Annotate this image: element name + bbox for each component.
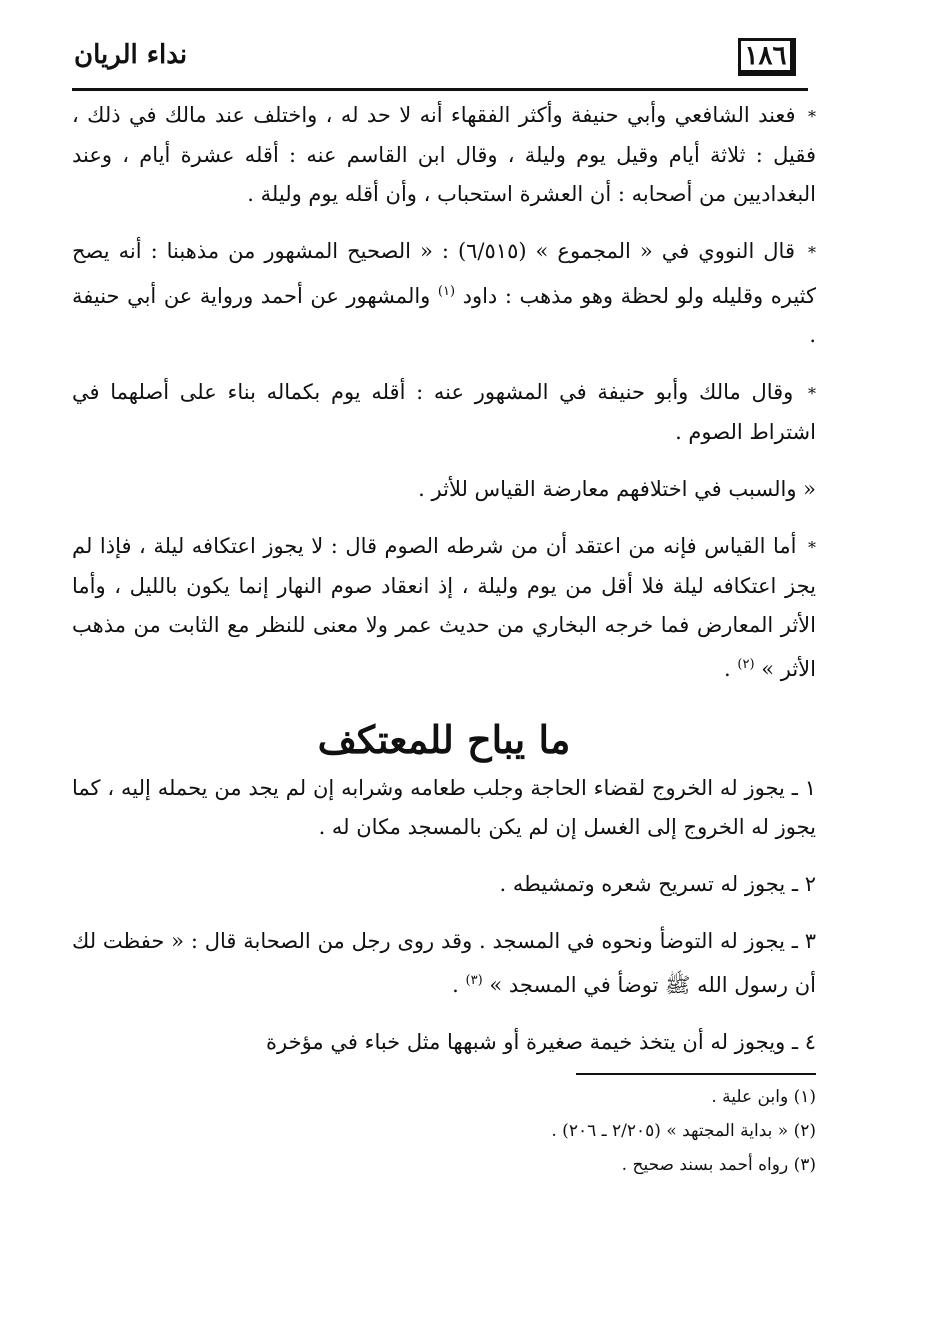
paragraph-2: [72, 232, 816, 355]
paragraph-text-cont: .: [724, 657, 731, 681]
footnote: [72, 1114, 816, 1148]
footnote-text: وابن علية .: [711, 1087, 789, 1107]
footnote: [72, 1080, 816, 1114]
header-divider: [72, 88, 808, 91]
paragraph-text-cont: والمشهور عن أحمد ورواية عن أبي حنيفة .: [72, 284, 816, 347]
list-item: [72, 865, 816, 904]
running-header-title: نداء الريان: [74, 40, 188, 70]
paragraph-1: [72, 96, 816, 214]
list-item: [72, 769, 816, 847]
footnote-number: (٢): [793, 1121, 816, 1141]
list-item: [72, 922, 816, 1005]
paragraph-text: فعند الشافعي وأبي حنيفة وأكثر الفقهاء أنه لا حد له ، واختلف عند مالك في ذلك ، فقيل : ثلاثة أيام وقيل يوم وليلة ، وقال ابن القاسم عنه : أقله عشرة أيام ، وعند البغداديين من أصحابه : أن العشرة استحباب ، وأن أقله يوم وليلة .: [72, 103, 816, 206]
paragraph-text: وقال مالك وأبو حنيفة في المشهور عنه : أقله يوم بكماله بناء على أصلهما في اشتراط الصوم .: [72, 380, 816, 444]
footnote-ref-2: (٢): [737, 657, 755, 672]
paragraph-3: [72, 373, 816, 452]
footnote-number: (٣): [793, 1155, 816, 1175]
footnote: [72, 1148, 816, 1182]
footnote-divider: [576, 1073, 816, 1075]
paragraph-text: « والسبب في اختلافهم معارضة القياس للأثر .: [418, 477, 816, 501]
paragraph-text: أما القياس فإنه من اعتقد أن من شرطه الصوم قال : لا يجوز اعتكافه ليلة ، فإذا لم يجز اعتكافه ليلة فلا أقل من يوم وليلة ، إذ انعقاد صوم النهار إنما يكون بالليل ، وأما الأثر المعارض فما خرجه البخاري من حديث عمر ولا معنى للنظر مع الثابت من مذهب الأثر »: [72, 534, 816, 681]
paragraph-text: قال النووي في « المجموع » (٦/٥١٥) : « الصحيح المشهور من مذهبنا : أنه يصح كثيره وقليله ولو لحظة وهو مذهب : داود: [72, 239, 817, 308]
footnote-ref-1: (١): [437, 284, 456, 299]
list-item-text: ١ ـ يجوز له الخروج لقضاء الحاجة وجلب طعامه وشرابه إن لم يجد من يحمله إليه ، كما يجوز له الخروج إلى الغسل إن لم يكن بالمسجد مكان له .: [72, 776, 816, 839]
list-item: [72, 1023, 816, 1062]
list-item-text: ٢ ـ يجوز له تسريح شعره وتمشيطه .: [499, 872, 816, 896]
list-item-text: ٤ ـ ويجوز له أن يتخذ خيمة صغيرة أو شبهها مثل خباء في مؤخرة: [266, 1030, 816, 1054]
asterisk-icon: *: [808, 384, 816, 403]
list-item-text: ٣ ـ يجوز له التوضأ ونحوه في المسجد . وقد روى رجل من الصحابة قال : « حفظت لك أن رسول الله ﷺ توضأ في المسجد »: [72, 929, 816, 997]
list-item-text-cont: .: [452, 973, 459, 997]
footnotes: [72, 1080, 816, 1182]
page-number: ١٨٦: [738, 38, 796, 76]
footnote-text: رواه أحمد بسند صحيح .: [621, 1155, 789, 1175]
footnote-ref-3: (٣): [465, 973, 483, 988]
footnote-text: « بداية المجتهد » (٢/٢٠٥ ـ ٢٠٦) .: [551, 1121, 789, 1141]
asterisk-icon: *: [808, 538, 816, 557]
paragraph-5: [72, 527, 816, 689]
section-heading: ما يباح للمعتكف: [317, 717, 571, 762]
asterisk-icon: *: [808, 107, 816, 126]
paragraph-4: [72, 470, 816, 509]
main-text: [72, 96, 816, 1080]
asterisk-icon: *: [808, 243, 817, 262]
footnote-number: (١): [793, 1087, 816, 1107]
